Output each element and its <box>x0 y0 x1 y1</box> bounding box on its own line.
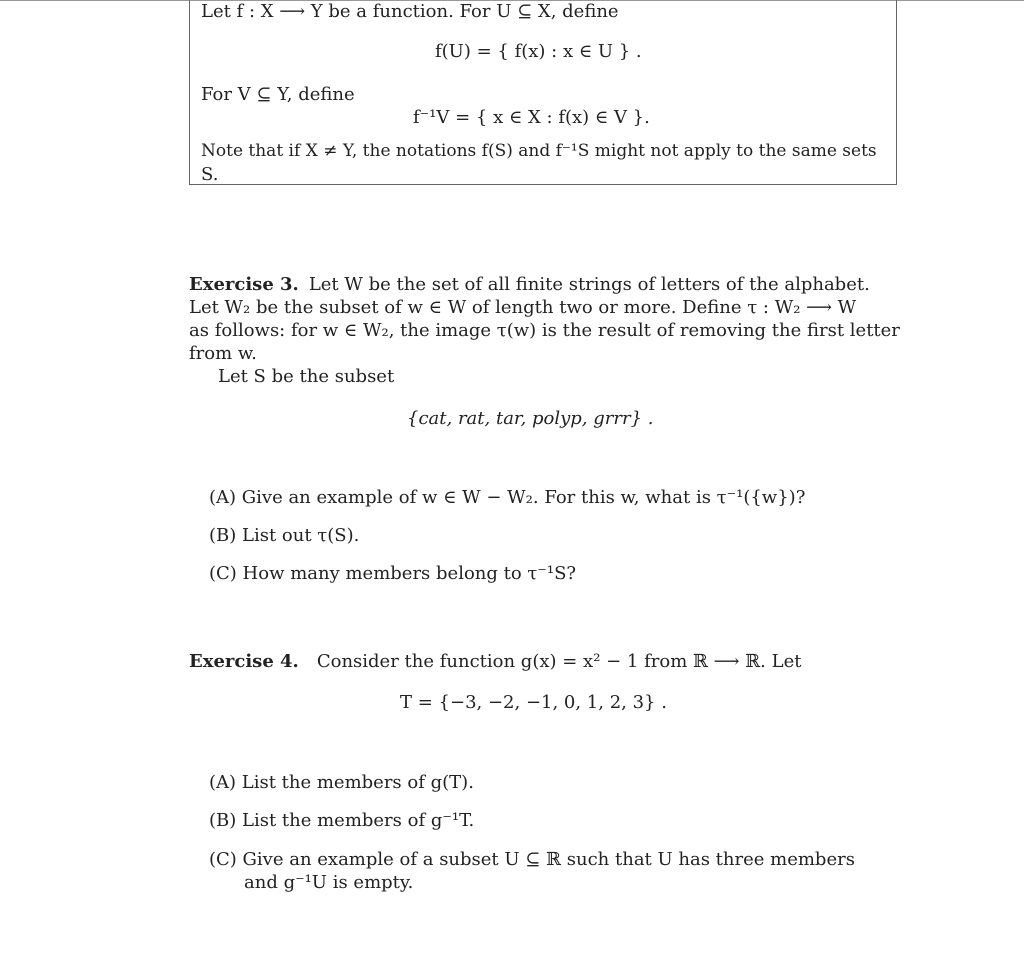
exercise-4-part-b: (B) List the members of g⁻¹T. <box>209 810 475 831</box>
exercise-4-heading: Exercise 4. <box>189 651 299 672</box>
exercise-3-part-c: (C) How many members belong to τ⁻¹S? <box>209 563 577 584</box>
exercise-3-part-a: (A) Give an example of w ∈ W − W₂. For this w, what is τ⁻¹({w})? <box>209 487 806 508</box>
exercise-3-text-1: Let W be the set of all finite strings of letters of the alphabet. <box>308 274 870 295</box>
definition-line-1: Let f : X ⟶ Y be a function. For U ⊆ X, define <box>201 1 619 22</box>
exercise-4-part-c-continued: and g⁻¹U is empty. <box>244 872 414 893</box>
exercise-3-display: {cat, rat, tar, polyp, grrr} . <box>407 408 654 429</box>
exercise-4-part-a: (A) List the members of g(T). <box>209 772 474 793</box>
exercise-3-line-5: Let S be the subset <box>218 366 395 387</box>
exercise-3-heading: Exercise 3. <box>189 274 299 295</box>
exercise-4-display: T = {−3, −2, −1, 0, 1, 2, 3} . <box>400 692 667 713</box>
exercise-3-line-1 <box>189 273 870 296</box>
exercise-4-line-1 <box>189 650 801 673</box>
definition-line-2: For V ⊆ Y, define <box>201 84 355 105</box>
definition-display-2: f⁻¹V = { x ∈ X : f(x) ∈ V }. <box>413 107 650 128</box>
definition-note-line-1: Note that if X ≠ Y, the notations f(S) and f⁻¹S might not apply to the same sets <box>201 141 877 161</box>
exercise-3-line-4: from w. <box>189 343 257 364</box>
exercise-4-part-c: (C) Give an example of a subset U ⊆ ℝ such that U has three members <box>209 849 855 870</box>
exercise-3-line-2: Let W₂ be the subset of w ∈ W of length two or more. Define τ : W₂ ⟶ W <box>189 297 857 318</box>
exercise-3-part-b: (B) List out τ(S). <box>209 525 360 546</box>
definition-display-1: f(U) = { f(x) : x ∈ U } . <box>435 41 642 62</box>
definition-note-line-2: S. <box>201 164 219 185</box>
exercise-4-text-1: Consider the function g(x) = x² − 1 from ℝ ⟶ ℝ. Let <box>316 651 802 672</box>
exercise-3-line-3: as follows: for w ∈ W₂, the image τ(w) is the result of removing the first letter <box>189 320 900 341</box>
